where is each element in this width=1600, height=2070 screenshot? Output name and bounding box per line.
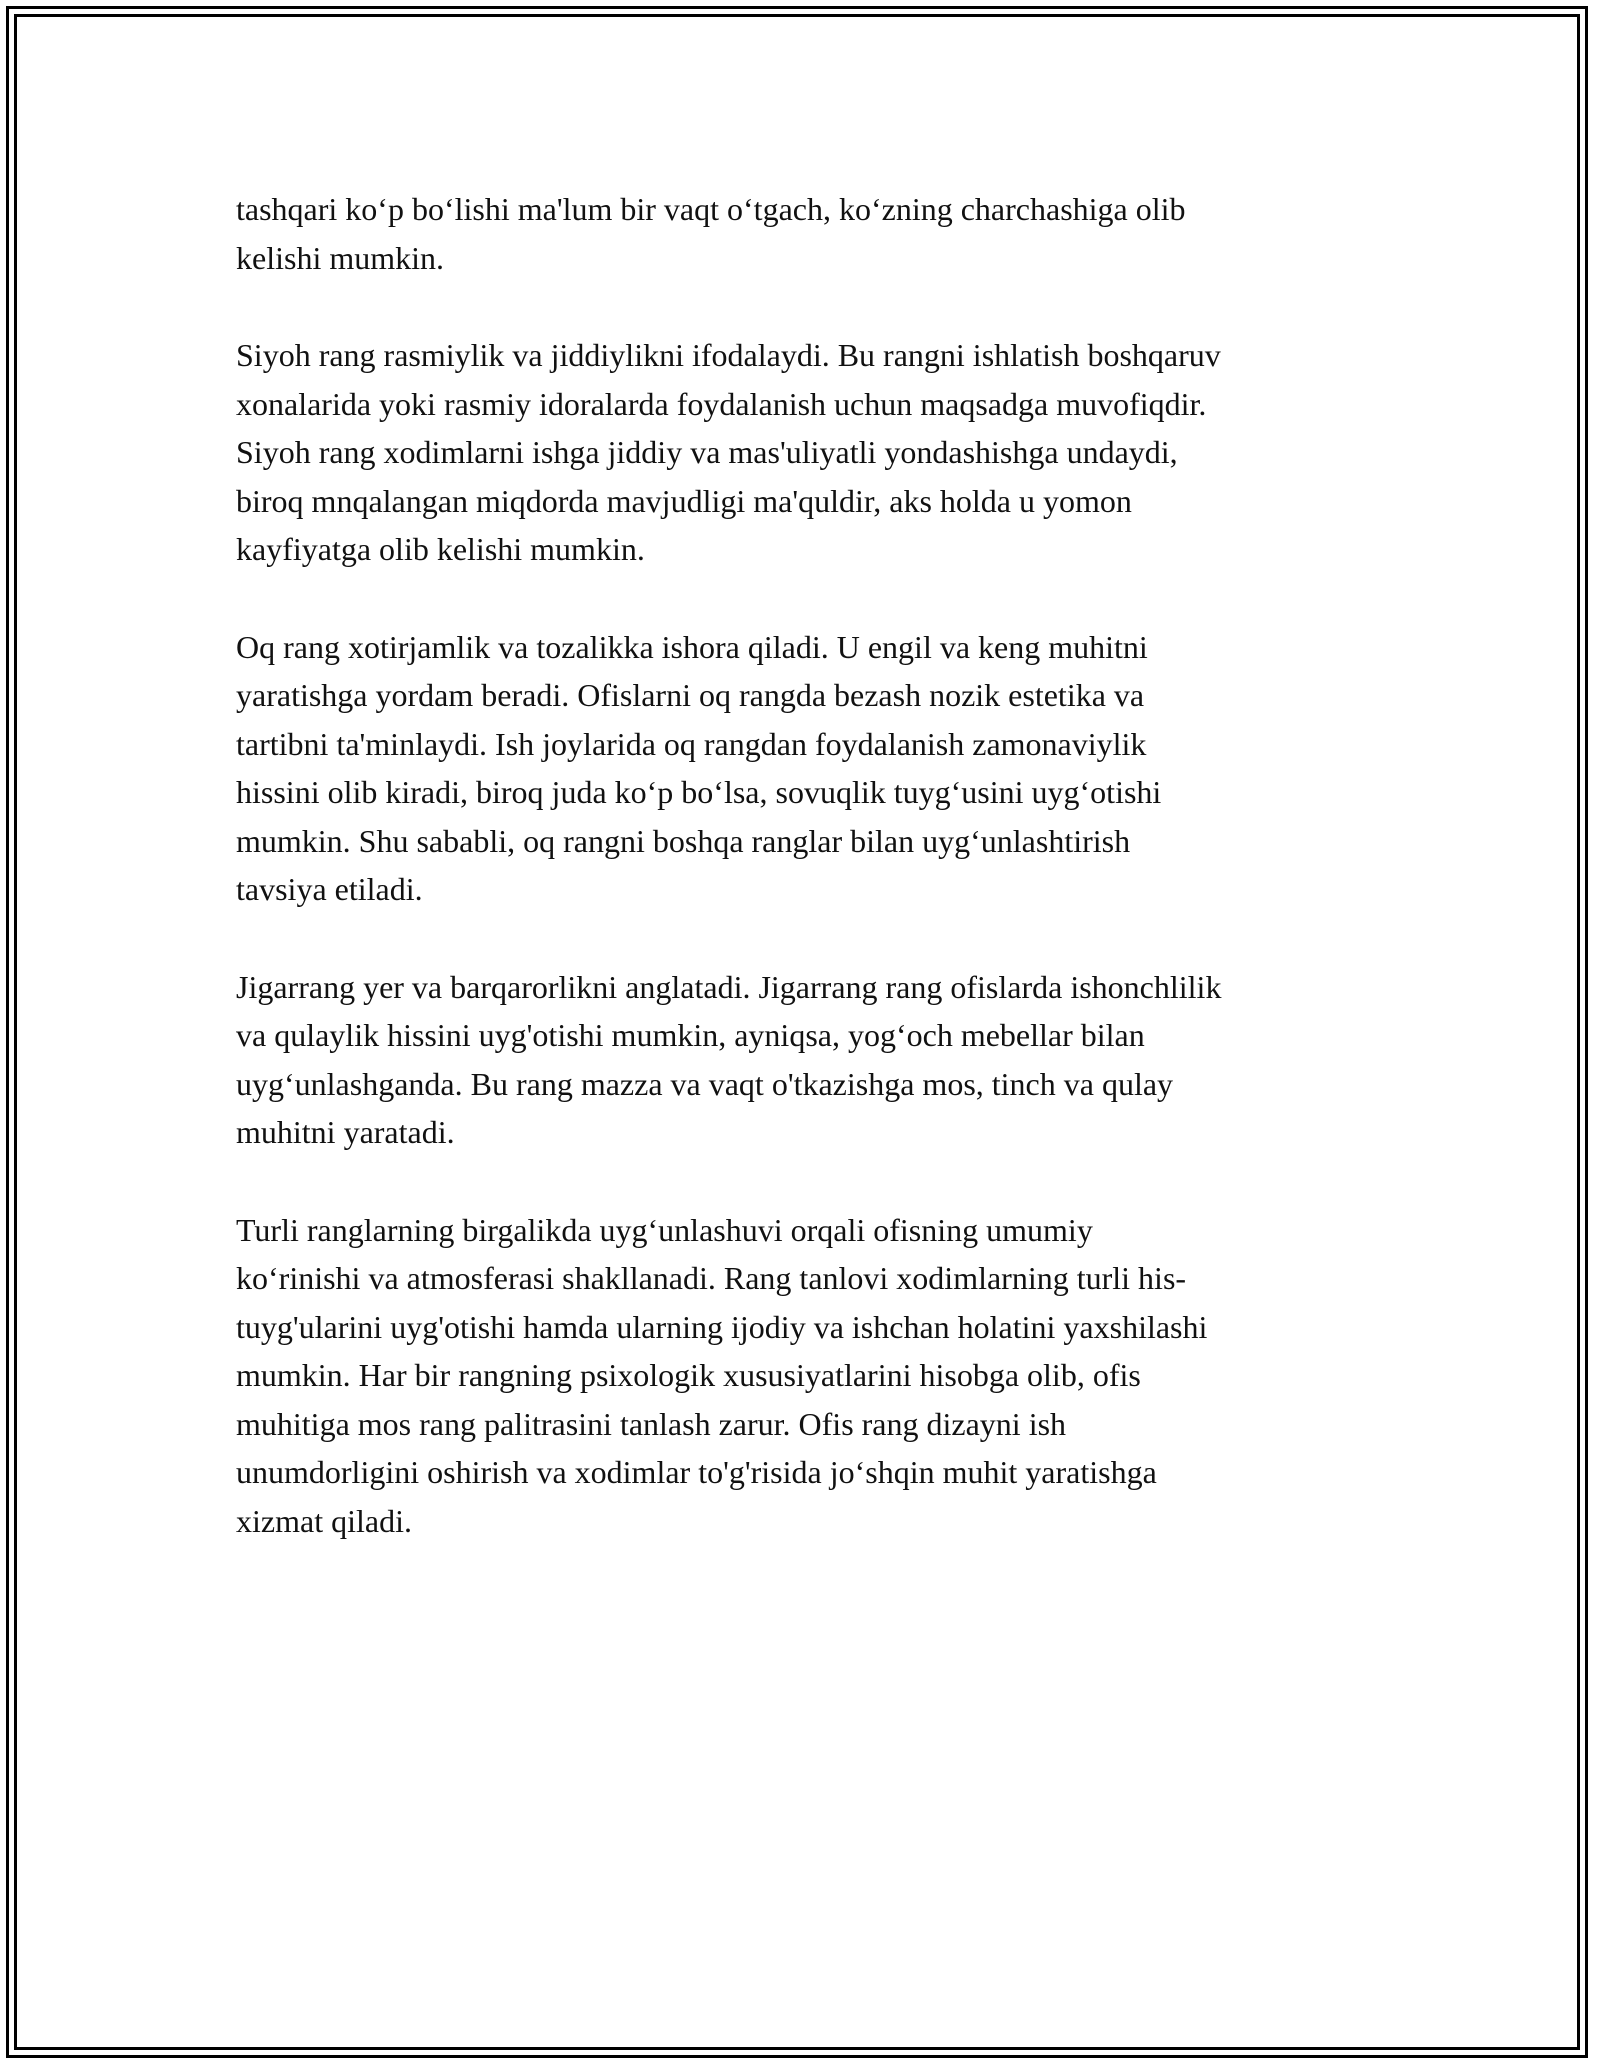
text-line: uyg‘unlashganda. Bu rang mazza va vaqt o'tkazishga mos, tinch va qulay — [236, 1065, 1174, 1102]
paragraph-1 — [236, 185, 1376, 282]
text-line: Oq rang xotirjamlik va tozalikka ishora qiladi. U engil va keng muhitni — [236, 628, 1148, 665]
text-line: ko‘rinishi va atmosferasi shakllanadi. Rang tanlovi xodimlarning turli his- — [236, 1260, 1187, 1296]
text-line: Siyoh rang xodimlarni ishga jiddiy va mas'uliyatli yondashishga undaydi, — [236, 434, 1178, 470]
document-body — [236, 185, 1376, 1594]
text-line: muhitiga mos rang palitrasini tanlash zarur. Ofis rang dizayni ish — [236, 1405, 1067, 1442]
text-line: yaratishga yordam beradi. Ofislarni oq rangda bezash nozik estetika va — [236, 677, 1145, 713]
text-line: Turli ranglarning birgalikda uyg‘unlashuvi orqali ofisning umumiy — [236, 1211, 1093, 1248]
text-line: Jigarrang yer va barqarorlikni anglatadi. Jigarrang rang ofislarda ishonchlilik — [236, 968, 1222, 1005]
text-line: mumkin. Shu sababli, oq rangni boshqa ranglar bilan uyg‘unlashtirish — [236, 822, 1131, 859]
text-line: unumdorligini oshirish va xodimlar to'g'risida jo‘shqin muhit yaratishga — [236, 1454, 1157, 1490]
text-line: tartibni ta'minlaydi. Ish joylarida oq rangdan foydalanish zamonaviylik — [236, 725, 1147, 762]
text-line: muhitni yaratadi. — [236, 1114, 455, 1150]
text-line: xonalarida yoki rasmiy idoralarda foydalanish uchun maqsadga muvofiqdir. — [236, 385, 1207, 422]
text-line: mumkin. Har bir rangning psixologik xususiyatlarini hisobga olib, ofis — [236, 1357, 1141, 1393]
paragraph-4 — [236, 963, 1376, 1157]
text-line: kayfiyatga olib kelishi mumkin. — [236, 531, 645, 567]
text-line: tuyg'ularini uyg'otishi hamda ularning ijodiy va ishchan holatini yaxshilashi — [236, 1308, 1208, 1345]
paragraph-2 — [236, 331, 1376, 574]
text-line: va qulaylik hissini uyg'otishi mumkin, ayniqsa, yog‘och mebellar bilan — [236, 1017, 1145, 1053]
paragraph-5 — [236, 1206, 1376, 1546]
paragraph-3 — [236, 623, 1376, 914]
text-line: hissini olib kiradi, biroq juda ko‘p bo‘lsa, sovuqlik tuyg‘usini uyg‘otishi — [236, 774, 1162, 810]
text-line: biroq mnqalangan miqdorda mavjudligi ma'quldir, aks holda u yomon — [236, 482, 1132, 519]
text-line: Siyoh rang rasmiylik va jiddiylikni ifodalaydi. Bu rangni ishlatish boshqaruv — [236, 337, 1221, 373]
text-line: xizmat qiladi. — [236, 1502, 412, 1539]
text-line: tashqari ko‘p bo‘lishi ma'lum bir vaqt o‘tgach, ko‘zning charchashiga olib — [236, 191, 1186, 227]
text-line: kelishi mumkin. — [236, 239, 444, 276]
text-line: tavsiya etiladi. — [236, 871, 423, 907]
